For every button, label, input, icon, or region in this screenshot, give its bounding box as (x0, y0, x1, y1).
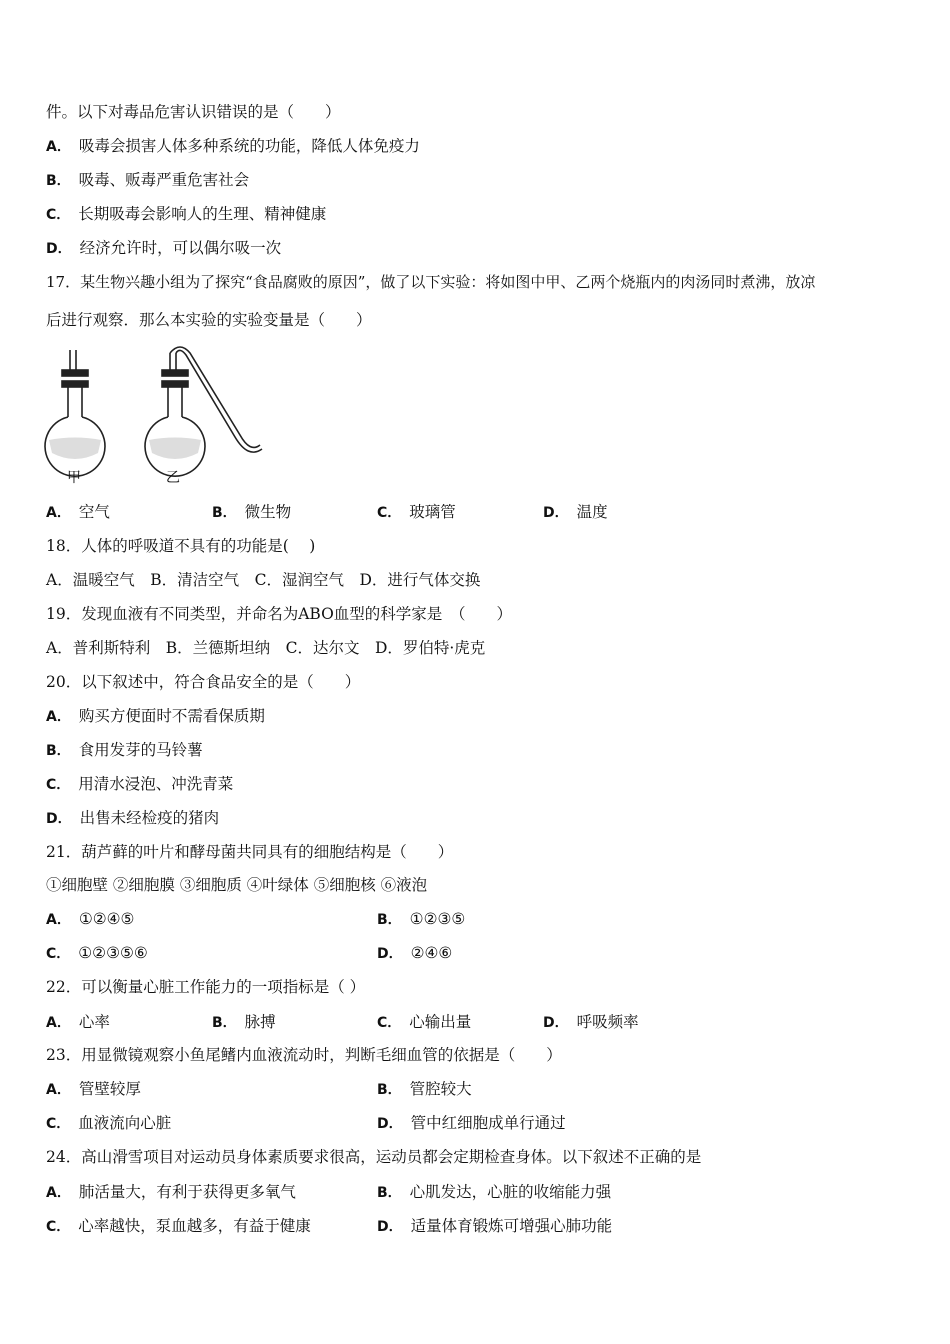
option-label: D． (543, 1015, 569, 1031)
q16-stem: 件。以下对毒品危害认识错误的是（ ） (46, 103, 341, 121)
q17-option-b (212, 502, 291, 523)
option-label: C． (46, 207, 71, 223)
option-label: A． (46, 1082, 71, 1098)
option-label: A． (46, 505, 71, 521)
q20-option-d (46, 808, 219, 829)
option-label: B． (377, 1082, 402, 1098)
option-text: 用清水浸泡、冲洗青菜 (78, 775, 234, 793)
q16-option-a (46, 136, 420, 157)
option-label: A． (46, 1015, 71, 1031)
option-label: C． (46, 1116, 71, 1132)
option-text: 温度 (576, 503, 608, 521)
q17-option-c (377, 502, 456, 523)
option-text: 空气 (78, 503, 110, 521)
q18-stem: 18．人体的呼吸道不具有的功能是( ) (46, 537, 316, 555)
q18-options: A．温暖空气 B．清洁空气 C．湿润空气 D．进行气体交换 (46, 571, 481, 589)
q22-stem: 22．可以衡量心脏工作能力的一项指标是（ ） (46, 978, 366, 996)
q24-option-c (46, 1216, 311, 1237)
option-label: D． (46, 241, 72, 257)
option-text: 吸毒、贩毒严重危害社会 (78, 171, 250, 189)
q20-option-c (46, 774, 233, 795)
flask-label-yi: 乙 (166, 470, 180, 486)
q21-stem: 21．葫芦藓的叶片和酵母菌共同具有的细胞结构是（ ） (46, 843, 454, 861)
option-label: A． (46, 709, 71, 725)
option-text: 管壁较厚 (78, 1080, 141, 1098)
q17-option-d (543, 502, 608, 523)
option-text: 肺活量大，有利于获得更多氧气 (78, 1183, 296, 1201)
option-label: C． (46, 777, 71, 793)
option-text: 购买方便面时不需看保质期 (78, 707, 265, 725)
q21-option-a (46, 909, 134, 930)
option-text: 食用发芽的马铃薯 (78, 741, 203, 759)
q21-items: ①细胞壁 ②细胞膜 ③细胞质 ④叶绿体 ⑤细胞核 ⑥液泡 (46, 876, 428, 894)
option-label: D． (377, 1219, 403, 1235)
option-text: 呼吸频率 (576, 1013, 639, 1031)
q19-options: A．普利斯特利 B．兰德斯坦纳 C．达尔文 D．罗伯特·虎克 (46, 639, 486, 657)
q23-option-a (46, 1079, 141, 1100)
q21-option-c (46, 943, 148, 964)
flask-yi (145, 347, 262, 476)
q20-stem: 20．以下叙述中，符合食品安全的是（ ） (46, 673, 361, 691)
option-label: D． (377, 946, 403, 962)
q24-stem: 24．高山滑雪项目对运动员身体素质要求很高，运动员都会定期检查身体。以下叙述不正确的是 (46, 1148, 702, 1166)
q16-option-b (46, 170, 249, 191)
option-text: 玻璃管 (409, 503, 456, 521)
option-label: B． (212, 505, 237, 521)
q22-option-b (212, 1012, 276, 1033)
option-label: D． (46, 811, 72, 827)
option-text: 心肌发达，心脏的收缩能力强 (409, 1183, 612, 1201)
option-text: 经济允许时，可以偶尔吸一次 (79, 239, 282, 257)
q17-option-a (46, 502, 110, 523)
q22-option-a (46, 1012, 110, 1033)
q19-stem: 19．发现血液有不同类型，并命名为ABO血型的科学家是 （ ） (46, 605, 513, 623)
option-label: C． (377, 1015, 402, 1031)
option-text: ②④⑥ (410, 944, 453, 962)
option-text: 心输出量 (409, 1013, 472, 1031)
q23-stem: 23．用显微镜观察小鱼尾鳍内血液流动时，判断毛细血管的依据是（ ） (46, 1046, 562, 1064)
q21-option-d (377, 943, 452, 964)
q20-option-b (46, 740, 203, 761)
q20-option-a (46, 706, 265, 727)
option-text: ①②④⑤ (78, 910, 135, 928)
option-label: B． (46, 743, 71, 759)
option-label: B． (377, 1185, 402, 1201)
flask-label-jia: 甲 (67, 470, 81, 486)
option-text: 管中红细胞成单行通过 (410, 1114, 566, 1132)
option-label: D． (543, 505, 569, 521)
option-text: 血液流向心脏 (78, 1114, 172, 1132)
option-label: C． (46, 946, 71, 962)
option-text: 心率 (78, 1013, 110, 1031)
q22-option-d (543, 1012, 639, 1033)
flask-experiment-figure (40, 345, 270, 490)
option-text: 出售未经检疫的猪肉 (79, 809, 220, 827)
q21-option-b (377, 909, 465, 930)
option-label: B． (212, 1015, 237, 1031)
option-label: C． (46, 1219, 71, 1235)
q16-option-c (46, 204, 326, 225)
option-label: D． (377, 1116, 403, 1132)
option-label: A． (46, 1185, 71, 1201)
q23-option-c (46, 1113, 171, 1134)
option-text: 长期吸毒会影响人的生理、精神健康 (78, 205, 327, 223)
option-text: ①②③⑤ (409, 910, 466, 928)
option-text: 微生物 (244, 503, 292, 521)
option-text: 吸毒会损害人体多种系统的功能，降低人体免疫力 (78, 137, 420, 155)
q17-stem-line2: 后进行观察．那么本实验的实验变量是（ ） (46, 311, 372, 329)
option-label: B． (377, 912, 402, 928)
q17-stem-line1: 17．某生物兴趣小组为了探究“食品腐败的原因”，做了以下实验：将如图中甲、乙两个烧瓶内的肉汤同时煮沸，放凉 (46, 273, 816, 291)
option-text: 脉搏 (244, 1013, 276, 1031)
q22-option-c (377, 1012, 471, 1033)
option-text: 心率越快，泵血越多，有益于健康 (78, 1217, 311, 1235)
option-label: C． (377, 505, 402, 521)
q24-option-d (377, 1216, 612, 1237)
q16-option-d (46, 238, 281, 259)
option-text: 适量体育锻炼可增强心肺功能 (410, 1217, 613, 1235)
q23-option-b (377, 1079, 472, 1100)
option-label: B． (46, 173, 71, 189)
option-label: A． (46, 139, 71, 155)
q24-option-a (46, 1182, 296, 1203)
flask-jia (45, 350, 105, 476)
option-label: A． (46, 912, 71, 928)
option-text: ①②③⑤⑥ (78, 944, 148, 962)
q24-option-b (377, 1182, 611, 1203)
q23-option-d (377, 1113, 566, 1134)
option-text: 管腔较大 (409, 1080, 472, 1098)
